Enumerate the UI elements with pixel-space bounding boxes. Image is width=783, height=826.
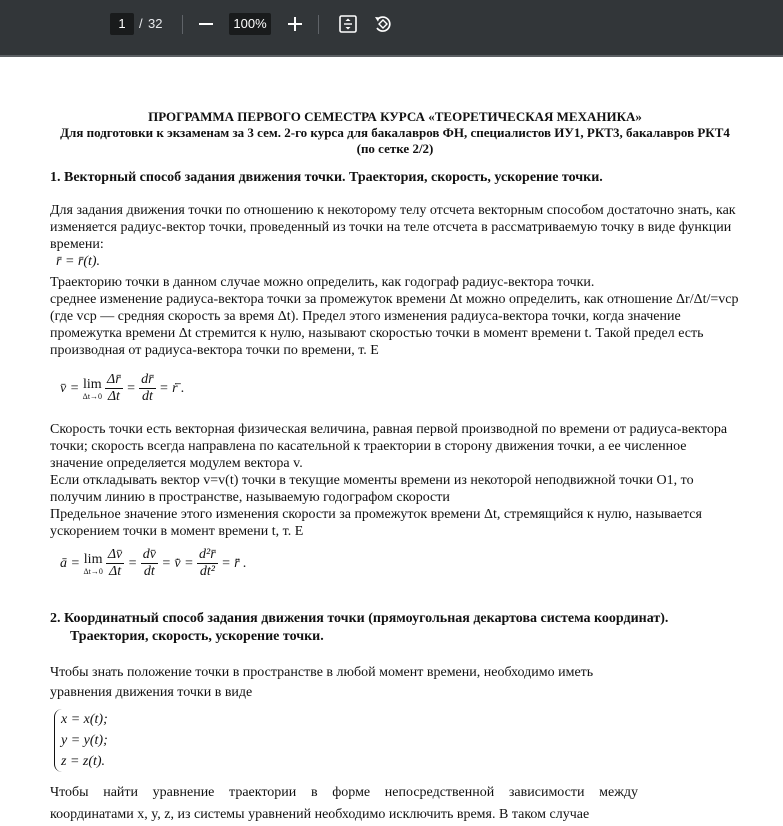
- limit-operator: [83, 551, 102, 576]
- fit-page-button[interactable]: [336, 12, 360, 36]
- doc-title: ПРОГРАММА ПЕРВОГО СЕМЕСТРА КУРСА «ТЕОРЕТИЧЕСКАЯ МЕХАНИКА»: [148, 109, 642, 124]
- fraction-denominator: dt: [141, 388, 153, 404]
- doc-subtitle: Для подготовки к экзаменам за 3 сем. 2-го курса для бакалавров ФН, специалистов ИУ1, РКТ3, бакалавров РКТ4: [60, 125, 730, 140]
- formula-acceleration: [50, 542, 740, 584]
- fraction-denominator: dt: [143, 563, 155, 579]
- limit-label: lim: [83, 551, 103, 567]
- zoom-out-icon: [199, 17, 213, 31]
- formula-velocity-lhs: v̄ =: [60, 380, 83, 396]
- limit-subscript: Δt→0: [82, 391, 103, 401]
- formula-eq: = v̇̄ =: [157, 555, 198, 571]
- formula-eq: =: [124, 555, 141, 571]
- page-total: 32: [148, 16, 163, 31]
- page-number-input[interactable]: [110, 13, 134, 35]
- equation-x: x = x(t);: [61, 712, 108, 727]
- section-2-heading-cont: Траектория, скорость, ускорение точки.: [70, 629, 324, 644]
- formula-rhs: = ṙ̄ .: [155, 380, 185, 396]
- section-1-heading: 1. Векторный способ задания движения точки. Траектория, скорость, ускорение точки.: [50, 170, 603, 185]
- fraction: [139, 372, 155, 405]
- rotate-icon: [373, 14, 393, 34]
- doc-subtitle-note: (по сетке 2/2): [356, 141, 434, 156]
- zoom-out-button[interactable]: [194, 12, 218, 36]
- paragraph: Для задания движения точки по отношению к некоторому телу отсчета векторным способом достаточно знать, как изменяется радиус-вектор точки, проведенный из точки на теле отсчета в рассматриваемую точку в виде функции времени:: [50, 203, 736, 252]
- toolbar-divider: [318, 15, 319, 34]
- formula-velocity: [50, 367, 740, 409]
- fraction: [105, 372, 123, 405]
- page-content: [50, 109, 740, 826]
- limit-subscript: Δt→0: [83, 566, 103, 576]
- formula-radius-vector: r̄ = r̄(t).: [56, 254, 101, 269]
- formula-acceleration-lhs: ā =: [60, 555, 84, 571]
- formula-rhs: = r̈̄ .: [217, 555, 247, 571]
- fraction: [197, 547, 218, 580]
- equation-z: z = z(t).: [61, 754, 106, 769]
- equations-of-motion: [50, 709, 740, 772]
- rotate-button[interactable]: [371, 12, 395, 36]
- fraction: [141, 547, 158, 580]
- fraction-denominator: dt²: [199, 563, 215, 579]
- paragraph: Скорость точки есть векторная физическая величина, равная первой производной по времени от радиуса-вектора точки; скорость всегда направлена по касательной к траектории в сторону движения точки, а ее численное значение определяется модулем вектора v.: [50, 422, 728, 471]
- section-2-heading: 2. Координатный способ задания движения точки (прямоугольная декартова система координат).: [50, 611, 669, 626]
- paragraph: координатами x, y, z, из системы уравнений необходимо исключить время. В таком случае: [50, 807, 590, 822]
- fraction-denominator: Δt: [107, 388, 120, 404]
- paragraph: Траекторию точки в данном случае можно определить, как годограф радиус-вектора точки.: [50, 275, 595, 290]
- paragraph: уравнения движения точки в виде: [50, 685, 253, 700]
- paragraph: Чтобы найти уравнение траектории в форме непосредственной зависимости между: [50, 785, 638, 800]
- toolbar-divider: [182, 15, 183, 34]
- zoom-in-icon: [288, 17, 302, 31]
- fraction-numerator: Δr̄: [107, 371, 121, 387]
- paragraph: среднее изменение радиуса-вектора точки за промежуток времени Δt можно определить, как отношение Δr/Δt/=vср (где vср — средняя скорость за время Δt). Предел этого изменения радиуса-вектора точки, когда значение промежутка времени Δt стремится к нулю, называют скоростью точки в момент времени t. Такой предел есть производная от радиуса-вектора точки по времени, т. Е: [50, 292, 739, 358]
- fraction-numerator: dv̄: [142, 546, 156, 562]
- limit-operator: [83, 376, 102, 401]
- zoom-in-button[interactable]: [283, 12, 307, 36]
- equation-y: y = y(t);: [61, 733, 108, 748]
- paragraph: Если откладывать вектор v=v(t) точки в текущие моменты времени из некоторой неподвижной точки O1, то получим линию в пространстве, называемую годографом скорости: [50, 473, 694, 505]
- limit-label: lim: [83, 376, 102, 392]
- zoom-level[interactable]: 100%: [229, 13, 271, 35]
- fit-page-icon: [339, 15, 357, 33]
- equation-system-brace: [54, 709, 108, 772]
- page-separator: /: [139, 16, 143, 31]
- formula-eq: =: [122, 380, 140, 396]
- fraction-numerator: d²r̄: [199, 546, 216, 562]
- fraction-numerator: Δv̄: [107, 546, 123, 562]
- paragraph: Чтобы знать положение точки в пространстве в любой момент времени, необходимо иметь: [50, 665, 594, 680]
- pdf-toolbar: [0, 0, 783, 55]
- fraction: [106, 547, 124, 580]
- document-page: [0, 55, 783, 822]
- paragraph: Предельное значение этого изменения скорости за промежуток времени Δt, стремящийся к нулю, называется ускорением точки в момент времени t, т. Е: [50, 507, 702, 539]
- fraction-denominator: Δt: [108, 563, 122, 579]
- fraction-numerator: dr̄: [141, 371, 154, 387]
